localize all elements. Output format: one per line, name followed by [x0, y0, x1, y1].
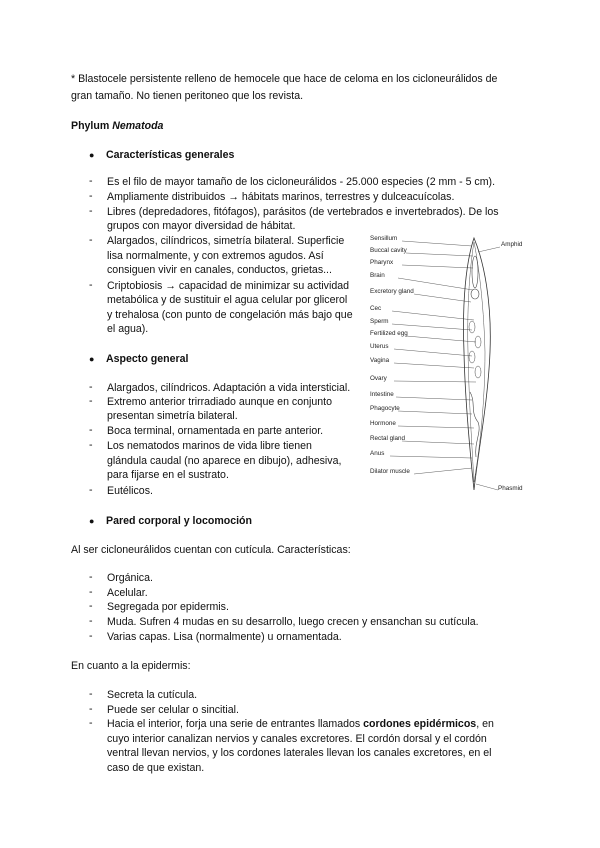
figure-label: Sperm: [370, 318, 389, 325]
epidermis-intro: En cuanto a la epidermis:: [71, 660, 191, 672]
cuticle-item: Muda. Sufren 4 mudas en su desarrollo, luego crecen y ensanchan su cutícula.: [107, 616, 479, 628]
figure-label: Pharynx: [370, 259, 394, 266]
section1-item: Es el filo de mayor tamaño de los cicloneurálidos - 25.000 especies (2 mm - 5 cm).: [107, 176, 496, 188]
dash-icon: -: [89, 234, 93, 246]
cuticle-item: Acelular.: [107, 587, 148, 599]
bullet-icon: ●: [89, 354, 95, 364]
dash-icon: -: [89, 279, 93, 291]
figure-label: Excretory gland: [370, 288, 414, 295]
epidermis-text: , en: [476, 718, 494, 730]
nematode-drawing: [370, 232, 530, 502]
section1-item-cont: lisa normalmente, y con extremos agudos. Así: [107, 250, 324, 262]
dash-icon: -: [89, 600, 93, 612]
figure-label: Fertilized egg: [370, 330, 408, 337]
section1-item-cont: grupos con mayor diversidad de hábitat.: [107, 220, 296, 232]
dash-icon: -: [89, 175, 93, 187]
epidermis-item: Puede ser celular o sincitial.: [107, 704, 239, 716]
nematode-diagram: [370, 232, 530, 502]
section1-heading: Características generales: [106, 149, 235, 161]
figure-label: Ovary: [370, 375, 387, 382]
dash-icon: -: [89, 439, 93, 451]
phylum-prefix: Phylum: [71, 120, 113, 132]
section1-item: Ampliamente distribuidos → hábitats marinos, terrestres y dulceacuícolas.: [107, 191, 455, 203]
epidermis-text: Hacia el interior, forja una serie de entrantes llamados: [107, 718, 364, 730]
cuticle-item: Varias capas. Lisa (normalmente) u ornamentada.: [107, 631, 342, 643]
section2-item: Eutélicos.: [107, 485, 153, 497]
section2-item: Boca terminal, ornamentada en parte anterior.: [107, 425, 324, 437]
section2-heading: Aspecto general: [106, 353, 189, 365]
cuticle-item: Orgánica.: [107, 572, 153, 584]
section2-item: Los nematodos marinos de vida libre tienen: [107, 440, 312, 452]
dash-icon: -: [89, 424, 93, 436]
figure-label: Rectal gland: [370, 435, 406, 442]
figure-label: Buccal cavity: [370, 247, 407, 254]
figure-label-amphid: Amphid: [501, 241, 523, 248]
epidermis-item-cont: cuyo interior canalizan nervios y canales excretores. El cordón dorsal y el cordón: [107, 733, 487, 745]
section2-item-cont: para fijarse en el sustrato.: [107, 469, 229, 481]
dash-icon: -: [89, 190, 93, 202]
phylum-heading: [71, 119, 163, 133]
cuticle-item: Segregada por epidermis.: [107, 601, 229, 613]
dash-icon: -: [89, 395, 93, 407]
dash-icon: -: [89, 381, 93, 393]
section1-item: Libres (depredadores, fitófagos), parásitos (de vertebrados e invertebrados). De los: [107, 206, 499, 218]
section3-intro: Al ser cicloneurálidos cuentan con cutícula. Características:: [71, 544, 351, 556]
figure-label: Brain: [370, 272, 385, 279]
figure-label: Intestine: [370, 391, 394, 398]
section1-item-cont: consiguen vivir en canales, conductos, grietas...: [107, 264, 332, 276]
dash-icon: -: [89, 717, 93, 729]
figure-label: Dilator muscle: [370, 468, 410, 475]
phylum-name: Nematoda: [112, 120, 164, 132]
dash-icon: -: [89, 615, 93, 627]
bullet-icon: ●: [89, 516, 95, 526]
epidermis-item-cont: caso de que existan.: [107, 762, 205, 774]
figure-label: Cec: [370, 305, 382, 312]
dash-icon: -: [89, 630, 93, 642]
dash-icon: -: [89, 571, 93, 583]
section3-heading: Pared corporal y locomoción: [106, 515, 252, 527]
section1-item-cont: el agua).: [107, 323, 149, 335]
bullet-icon: ●: [89, 150, 95, 160]
dash-icon: -: [89, 484, 93, 496]
cordones-term: cordones epidérmicos: [363, 718, 477, 730]
section2-item: Alargados, cilíndricos. Adaptación a vida intersticial.: [107, 382, 351, 394]
figure-label: Phagocyte: [370, 405, 400, 412]
epidermis-item: [107, 717, 494, 731]
intro-line-2: gran tamaño. No tienen peritoneo que los revista.: [71, 90, 304, 102]
figure-label: Vagina: [370, 357, 390, 364]
dash-icon: -: [89, 586, 93, 598]
figure-label-phasmid: Phasmid: [498, 485, 523, 492]
section1-item-cont: metabólica y de sustituir el agua celular por glicerol: [107, 294, 348, 306]
dash-icon: -: [89, 703, 93, 715]
figure-label: Anus: [370, 450, 385, 457]
dash-icon: -: [89, 205, 93, 217]
figure-label: Sensillum: [370, 235, 398, 242]
intro-line-1: * Blastocele persistente relleno de hemocele que hace de celoma en los cicloneurálidos de: [71, 73, 498, 85]
epidermis-item: Secreta la cutícula.: [107, 689, 198, 701]
section2-item-cont: presentan simetría bilateral.: [107, 410, 238, 422]
section1-item: Criptobiosis → capacidad de minimizar su actividad: [107, 280, 349, 292]
section2-item-cont: glándula caudal (no aparece en dibujo), adhesiva,: [107, 455, 342, 467]
section1-item: Alargados, cilíndricos, simetría bilateral. Superficie: [107, 235, 345, 247]
figure-label: Hormone: [370, 420, 396, 427]
epidermis-item-cont: ventral llevan nervios, y los cordones laterales llevan los canales excretores, en el: [107, 747, 492, 759]
dash-icon: -: [89, 688, 93, 700]
figure-label: Uterus: [370, 343, 389, 350]
section1-item-cont: y trehalosa (con punto de congelación más bajo que: [107, 309, 353, 321]
section2-item: Extremo anterior trirradiado aunque en conjunto: [107, 396, 332, 408]
